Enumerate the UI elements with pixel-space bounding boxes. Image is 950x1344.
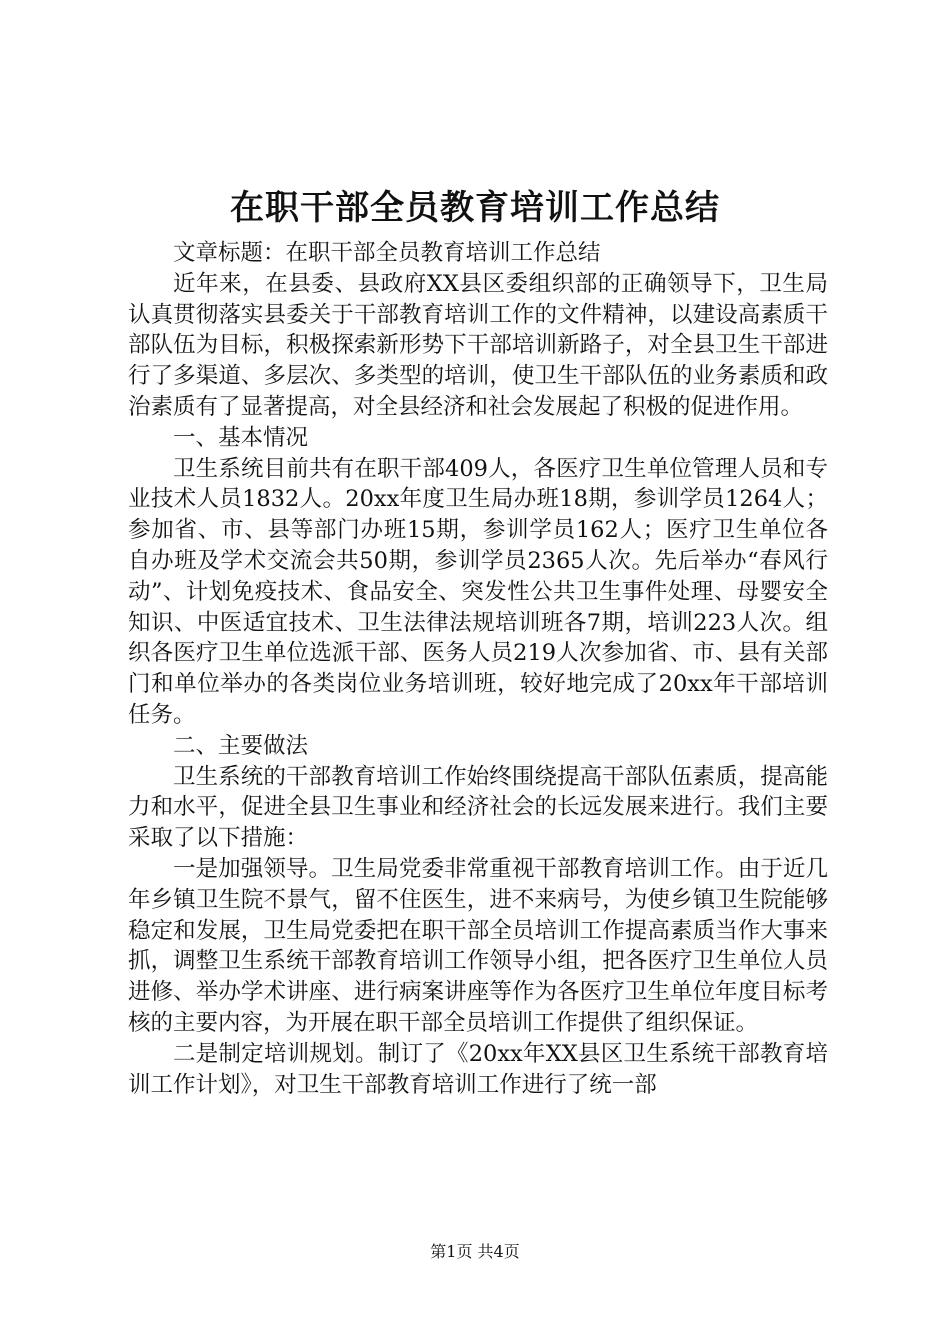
basic-situation-paragraph: 卫生系统目前共有在职干部409人，各医疗卫生单位管理人员和专业技术人员1832人。20xx年度卫生局办班18期，参训学员1264人；参加省、市、县等部门办班15期，参训学员162人；医疗卫生单位各自办班及学术交流会共50期，参训学员2365人次。先后举办“春风行动”、计划免疫技术、食品安全、突发性公共卫生事件处理、母婴安全知识、中医适宜技术、卫生法律法规培训班各7期，培训223人次。组织各医疗卫生单位选派干部、医务人员219人次参加省、市、县有关部门和单位举办的各类岗位业务培训班，较好地完成了20xx年干部培训任务。 [128, 455, 828, 728]
main-practices-paragraph: 卫生系统的干部教育培训工作始终围绕提高干部队伍素质，提高能力和水平，促进全县卫生事业和经济社会的长远发展来进行。我们主要采取了以下措施： [128, 763, 828, 852]
measure-two-paragraph: 二是制定培训规划。制订了《20xx年XX县区卫生系统干部教育培训工作计划》，对卫生干部教育培训工作进行了统一部 [128, 1040, 828, 1098]
section-heading-main-practices: 二、主要做法 [173, 732, 309, 759]
page-number-footer: 第1页 共4页 [430, 1242, 520, 1261]
intro-paragraph: 近年来，在县委、县政府XX县区委组织部的正确领导下，卫生局认真贯彻落实县委关于干部教育培训工作的文件精神，以建设高素质干部队伍为目标，积极探索新形势下干部培训新路子，对全县卫生干部进行了多渠道、多层次、多类型的培训，使卫生干部队伍的业务素质和政治素质有了显著提高，对全县经济和社会发展起了积极的促进作用。 [128, 270, 828, 420]
section-heading-basic-situation: 一、基本情况 [173, 424, 309, 451]
article-title-line: 文章标题：在职干部全员教育培训工作总结 [173, 240, 601, 266]
document-title: 在职干部全员教育培训工作总结 [230, 188, 720, 228]
measure-one-paragraph: 一是加强领导。卫生局党委非常重视干部教育培训工作。由于近几年乡镇卫生院不景气，留不住医生，进不来病号，为使乡镇卫生院能够稳定和发展，卫生局党委把在职干部全员培训工作提高素质当作大事来抓，调整卫生系统干部教育培训工作领导小组，把各医疗卫生单位人员进修、举办学术讲座、进行病案讲座等作为各医疗卫生单位年度目标考核的主要内容，为开展在职干部全员培训工作提供了组织保证。 [128, 855, 828, 1036]
document-body [128, 238, 828, 1100]
